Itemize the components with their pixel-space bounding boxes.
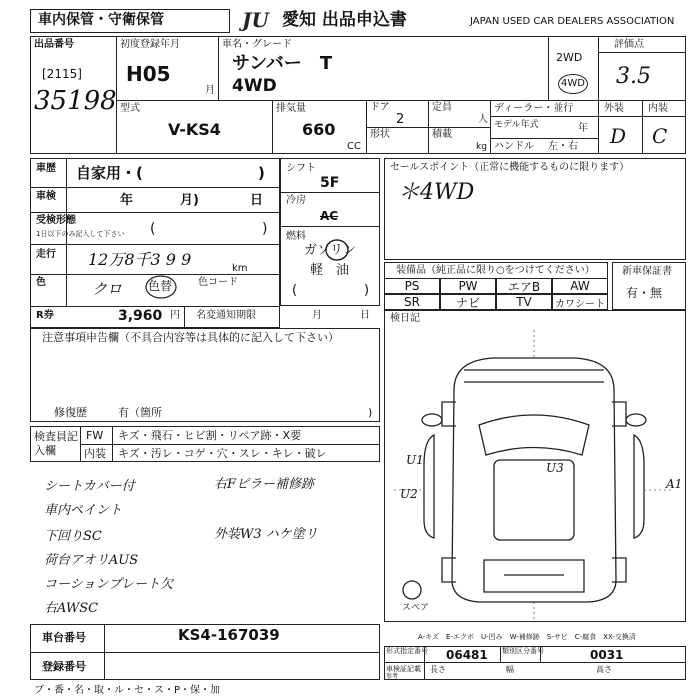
note-1: シートカバー付 (44, 479, 135, 494)
transfer-month: 月 (312, 310, 322, 321)
equip-ps: PS (384, 278, 440, 294)
exterior-grade: D (610, 124, 627, 148)
receipt-label: 受検形態 (36, 215, 76, 226)
model-year-label: モデル年式 (494, 120, 539, 130)
load-unit: kg (476, 142, 487, 152)
dim-length: 長さ (430, 665, 446, 674)
fuel-open: ( (292, 283, 298, 298)
first-reg-value: H05 (126, 62, 171, 86)
doors-label: ドア (370, 102, 390, 113)
check-int-head: 内装 (84, 447, 106, 460)
dim-height: 高さ (596, 665, 612, 674)
mark-u1: U1 (406, 453, 424, 467)
color-label: 色 (36, 277, 46, 288)
spec-value: 06481 (446, 648, 488, 662)
fuel-circle (326, 240, 348, 260)
mileage-label: 走行 (36, 249, 56, 260)
shape-label: 形状 (370, 129, 390, 140)
color-change-circle (146, 276, 176, 298)
grade-label: 評価点 (614, 39, 644, 50)
year-unit: 年 (578, 123, 588, 134)
storage-tag-text: 車内保管・守衛保管 (38, 12, 164, 28)
load-label: 積載 (432, 129, 452, 140)
history-block (30, 158, 280, 328)
equip-aw: AW (552, 278, 608, 294)
fuel-close: ) (364, 283, 370, 298)
ju-logo: JU (242, 8, 269, 32)
equipment-label: 装備品（純正品に限り○をつけてください） (396, 265, 595, 276)
registration-label: 登録番号 (42, 660, 86, 673)
mileage-unit: km (232, 263, 248, 274)
fuel-alt: 軽 油 (310, 263, 350, 278)
lot-number-label: 出品番号 (34, 39, 74, 50)
interior-label: 内装 (648, 103, 668, 114)
recycle-value: 3,960 (118, 308, 163, 324)
check-int-items: キズ・汚レ・コゲ・穴・スレ・キレ・破レ (118, 447, 327, 460)
equip-tv: TV (496, 294, 552, 310)
sales-point-value: ＊4WD (398, 180, 475, 205)
history-close: ) (258, 164, 265, 182)
equip-airbag: エアB (496, 278, 552, 294)
repair-close: ) (368, 406, 373, 419)
note-4: 荷台アオリAUS (44, 553, 139, 568)
month-unit: 月 (205, 85, 215, 96)
displacement-label: 排気量 (276, 103, 306, 114)
note-5: コーションプレート欠 (44, 577, 173, 592)
drive-label: 2WD (556, 51, 583, 64)
note-2: 車内ペイント (44, 503, 123, 518)
history-label: 車歴 (36, 163, 56, 174)
lot-sub-code: [2115] (42, 67, 82, 81)
receipt-close: ) (262, 221, 268, 237)
inspection-year-unit: 年 (120, 193, 134, 208)
mark-u3: U3 (546, 461, 564, 475)
interior-grade: C (652, 124, 668, 148)
check-fw-head: FW (86, 429, 104, 442)
displacement-value: 660 (302, 120, 336, 139)
inspection-day-unit: 日 (250, 193, 264, 208)
class-label: 類別区分番号 (502, 647, 544, 655)
fuel-value: ガソリン (304, 243, 357, 258)
footer-row: ブ・番・名・取・ル・セ・ス・P・保・加 (34, 685, 221, 696)
class-value: 0031 (590, 648, 624, 662)
history-value: 自家用・( (76, 164, 143, 182)
color-change: 色替 (148, 279, 173, 293)
top-section-frame (30, 36, 686, 154)
repair-value: 有（箇所 (118, 406, 162, 419)
check-label: 検査員記入欄 (34, 430, 78, 457)
warranty-value: 有・無 (626, 286, 663, 300)
model-name: サンバー T (232, 53, 333, 74)
transfer-deadline-label: 名変通知期限 (196, 310, 256, 321)
displacement-unit: CC (347, 141, 361, 152)
exterior-label: 外装 (604, 103, 624, 114)
type-label: 型式 (120, 103, 140, 114)
chassis-label: 車台番号 (42, 631, 86, 644)
right-note-2: 外装W3 ハケ塗リ (214, 527, 318, 542)
model-grade: 4WD (232, 76, 277, 96)
receipt-open: ( (150, 221, 156, 237)
sales-point-label: セールスポイント（正常に機能するものに限ります） (390, 162, 630, 173)
spare-label: スペア (402, 603, 430, 613)
ac-label: 冷房 (286, 195, 306, 206)
org-title: 愛知 出品申込書 (282, 10, 407, 30)
chassis-value: KS4-167039 (178, 626, 280, 644)
mileage-value: 12万8千3 9 9 (88, 250, 192, 269)
dims-label: 車検証記載 (386, 665, 421, 673)
color-code-label: 色コード (198, 277, 238, 288)
equip-leather: カワシート (552, 294, 608, 310)
declaration-label: 注意事項申告欄（不具合内容等は具体的に記入して下さい） (42, 331, 339, 344)
dealer-label: ディーラー・並行 (494, 103, 574, 114)
handle-label: ハンドル (494, 141, 534, 152)
first-reg-label: 初度登録年月 (120, 39, 180, 50)
mark-a1: A1 (666, 477, 683, 491)
car-damage-diagram (384, 330, 686, 620)
damage-legend: A-キズ E-エクボ U-凹み W-補修跡 S-サビ C-腐食 XX-交換済 (418, 633, 636, 641)
note-6: 右AWSC (44, 601, 99, 616)
check-fw-items: キズ・飛石・ヒビ割・リペア跡・X要 (118, 429, 302, 442)
color-value: クロ (92, 280, 123, 298)
inspector-label: 検日記 (390, 313, 420, 324)
note-3: 下回りSC (44, 529, 102, 544)
inspection-label: 車検 (36, 191, 56, 202)
mark-u2: U2 (400, 487, 418, 501)
handle-value: 左・右 (548, 141, 578, 152)
capacity-label: 定員 (432, 102, 452, 113)
grade-value: 3.5 (616, 64, 651, 89)
shift-value: 5F (320, 175, 340, 191)
ref-label: 参考 (386, 673, 399, 680)
recycle-label: R券 (36, 310, 54, 321)
lot-number: 35198 (34, 86, 117, 116)
fuel-label: 燃料 (286, 231, 306, 242)
type-value: V-KS4 (168, 120, 221, 139)
drive-value: 4WD (558, 74, 588, 94)
dim-width: 幅 (506, 665, 514, 674)
shift-label: シフト (286, 163, 316, 174)
equip-sr: SR (384, 294, 440, 310)
spec-label: 形式指定番号 (386, 647, 428, 655)
inspection-month-unit: 月) (180, 193, 199, 208)
equip-pw: PW (440, 278, 496, 294)
transfer-day: 日 (360, 310, 370, 321)
association-name: JAPAN USED CAR DEALERS ASSOCIATION (470, 16, 675, 27)
repair-label: 修復歴 (54, 406, 87, 419)
doors-value: 2 (396, 112, 405, 127)
capacity-unit: 人 (478, 114, 488, 125)
receipt-note: 1日以下のみ記入して下さい (36, 230, 125, 238)
warranty-label: 新車保証書 (622, 266, 672, 277)
ac-value: AC (320, 209, 339, 223)
sales-point-block (384, 158, 686, 260)
recycle-unit: 円 (170, 310, 180, 321)
model-label: 車名・グレード (222, 39, 292, 50)
equip-navi: ナビ (440, 294, 496, 310)
right-note-1: 右Fピラー補修跡 (214, 477, 315, 492)
